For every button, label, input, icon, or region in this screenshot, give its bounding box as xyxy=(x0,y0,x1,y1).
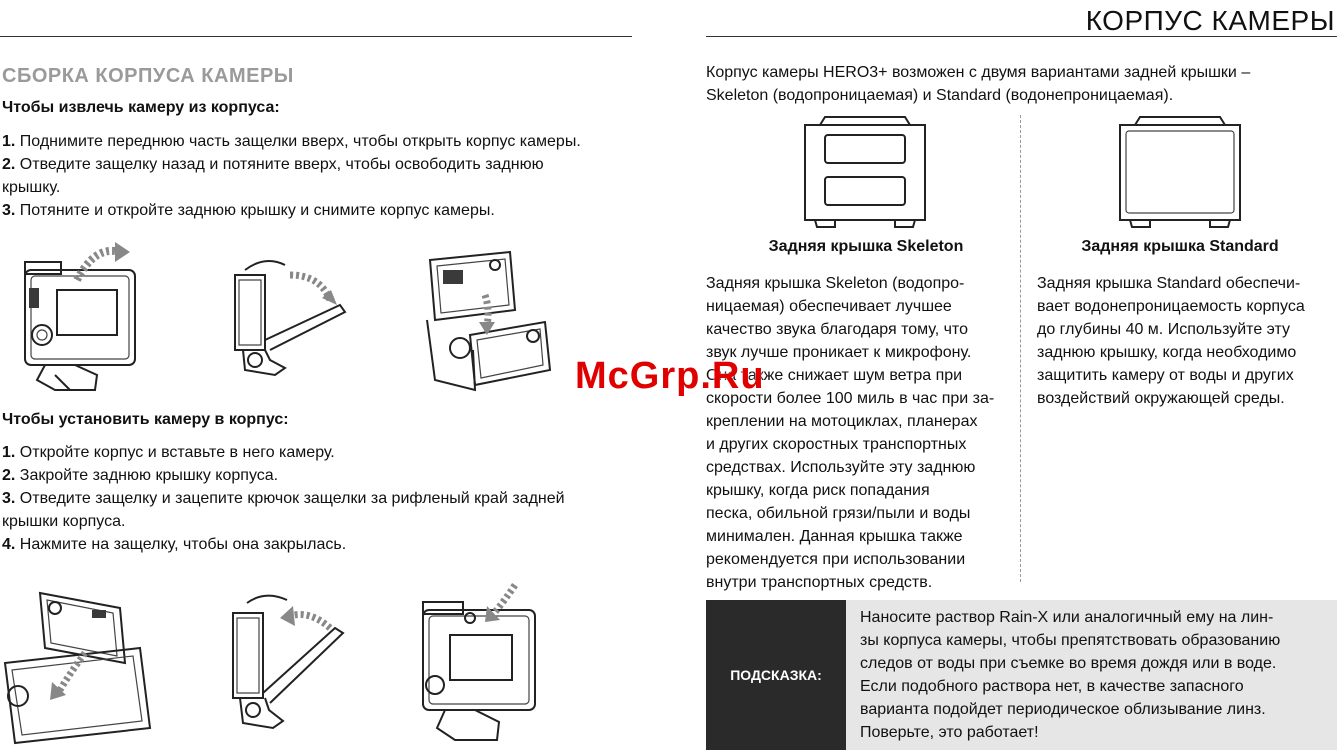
skeleton-caption: Задняя крышка Skeleton xyxy=(768,238,964,255)
illustration-insert-camera xyxy=(0,578,160,750)
install-step: крышки корпуса. xyxy=(2,513,126,530)
remove-step: 3. Потяните и откройте заднюю крышку и снимите корпус камеры. xyxy=(2,202,495,219)
column-divider xyxy=(1020,115,1021,582)
illustration-remove-camera xyxy=(415,240,555,400)
illustration-pull-latch xyxy=(225,250,355,385)
remove-heading: Чтобы извлечь камеру из корпуса: xyxy=(2,99,280,116)
top-rule-left xyxy=(0,36,632,37)
remove-step: 1. Поднимите переднюю часть защелки вверх, чтобы открыть корпус камеры. xyxy=(2,133,581,150)
watermark: McGrp.Ru xyxy=(575,355,765,397)
page-header-title: КОРПУС КАМЕРЫ xyxy=(1085,5,1335,36)
illustration-close-door xyxy=(225,588,355,733)
install-step: 2. Закройте заднюю крышку корпуса. xyxy=(2,467,279,484)
remove-step: крышку. xyxy=(2,179,61,196)
install-step: 4. Нажмите на защелку, чтобы она закрылась. xyxy=(2,536,347,553)
intro-paragraph: Корпус камеры HERO3+ возможен с двумя вариантами задней крышки – Skeleton (водопроницаемая) и Standard (водонепроницаемая). xyxy=(706,64,1251,104)
skeleton-door-image xyxy=(795,115,935,230)
install-steps xyxy=(2,441,632,556)
remove-steps xyxy=(2,130,632,222)
standard-door-image xyxy=(1110,115,1250,230)
install-step: 3. Отведите защелку и зацепите крючок защелки за рифленый край задней xyxy=(2,490,565,507)
tip-text: Наносите раствор Rain-X или аналогичный ему на лин- зы корпуса камеры, чтобы препятствовать образованию следов от воды при съемке во время дождя или в воде. Если подобного раствора нет, в качестве запасного варианта подойдет периодическое облизывание линз. Поверьте, это работает! xyxy=(846,600,1337,750)
standard-description: Задняя крышка Standard обеспечи- вает водонепроницаемость корпуса до глубины 40 м. Используйте эту заднюю крышку, когда необходимо защитить камеру от воды и других воздействий окружающей среды. xyxy=(1037,275,1305,407)
install-step: 1. Откройте корпус и вставьте в него камеру. xyxy=(2,444,335,461)
tip-label: ПОДСКАЗКА: xyxy=(706,600,846,750)
remove-step: 2. Отведите защелку назад и потяните вверх, чтобы освободить заднюю xyxy=(2,156,544,173)
standard-caption: Задняя крышка Standard xyxy=(1081,238,1279,255)
illustration-press-latch xyxy=(415,580,545,750)
install-heading: Чтобы установить камеру в корпус: xyxy=(2,411,289,428)
section-title: СБОРКА КОРПУСА КАМЕРЫ xyxy=(2,65,294,87)
illustration-open-latch xyxy=(15,240,145,400)
skeleton-description: Задняя крышка Skeleton (водопро- ницаемая) обеспечивает лучшее качество звука благодаря тому, что звук лучше проникает к микрофону. Она также снижает шум ветра при скорости более 100 миль в час при за- креплении на мотоциклах, планерах и других скоростных транспортных средствах. Используйте эту заднюю крышку, когда риск попадания песка, обильной грязи/пыли и воды минимален. Данная крышка также рекомендуется при использовании внутри транспортных средств. xyxy=(706,275,995,591)
